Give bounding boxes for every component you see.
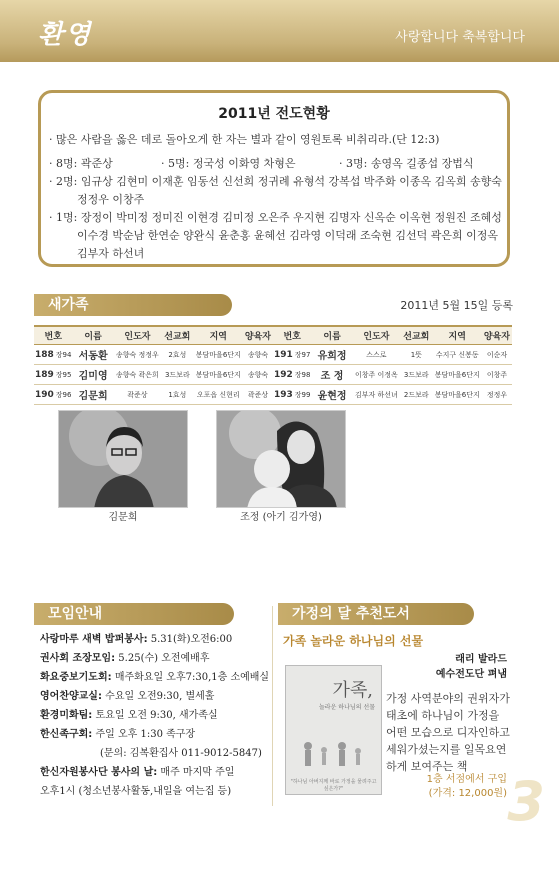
cell: 윤현정: [311, 385, 352, 405]
book-author: 래리 발라드: [455, 654, 507, 665]
cell: 189: [34, 365, 55, 385]
cell: 192: [273, 365, 294, 385]
evangelism-2: · 2명: 임규상 김현미 이재훈 임동선 신선희 정귀례 유형석 강복섭 박주화 이종옥 김옥희 송향숙: [49, 175, 502, 188]
book-cover-image: [285, 665, 382, 795]
cell: 오포읍 신현리: [194, 385, 243, 405]
meeting-text: 주일 오후 1:30 족구장: [95, 729, 196, 740]
col-header: 이름: [72, 326, 113, 345]
meeting-label: 사랑마루 새벽 밥퍼봉사:: [40, 634, 148, 645]
cell: 봉담마을6단지: [194, 365, 243, 385]
evangelism-1: · 1명: 장정이 박미정 정미진 이현경 김미정 오은주 우지현 김명자 신옥순 이옥현 정원진 조혜성: [49, 211, 502, 224]
evangelism-title: 2011년 전도현황: [218, 106, 330, 122]
cell: 191: [273, 345, 294, 365]
meeting-label: 한신족구회:: [40, 729, 93, 740]
meetings-list: [40, 630, 276, 801]
meeting-label: 한신자원봉사단 봉사의 날:: [40, 767, 158, 778]
col-header: 지역: [194, 326, 243, 345]
cell: 봉담마을6단지: [194, 345, 243, 365]
table-row: [34, 385, 512, 405]
cell: 193: [273, 385, 294, 405]
new-members-heading: 새가족: [34, 294, 232, 316]
table-row: [34, 365, 512, 385]
book-heading: 가정의 달 추천도서: [278, 603, 474, 625]
meeting-item: [40, 630, 276, 649]
col-header: 인도자: [114, 326, 161, 345]
cell: 188: [34, 345, 55, 365]
col-header: 번호: [34, 326, 72, 345]
book-cover-subtitle: 놀라운 하나님의 선물: [319, 704, 375, 711]
evangelism-1-cont: 이수경 박순남 한연순 양완식 윤춘홍 윤혜선 김라영 이덕래 조숙현 김선덕 곽은희 이정옥: [77, 229, 498, 242]
book-price: (가격: 12,000원): [428, 788, 507, 799]
book-title: 가족 놀라운 하나님의 선물: [283, 634, 424, 648]
meeting-item: [40, 744, 276, 763]
portrait-mother-baby-image: [217, 411, 346, 508]
meeting-text: 5.25(수) 오전예배후: [118, 653, 210, 664]
member-photo-1: [58, 410, 188, 508]
cell: 송향숙 곽은희: [114, 365, 161, 385]
cell: 장94: [55, 345, 73, 365]
photo-caption-1: 김문희: [108, 512, 138, 523]
meeting-item: [40, 763, 276, 782]
cell: 3드보라: [161, 365, 194, 385]
meeting-text: 매주화요일 오후7:30,1층 소예배실: [114, 672, 270, 683]
page-number: 3: [507, 770, 545, 833]
evangelism-box: [38, 90, 510, 267]
cell: 곽준상: [243, 385, 273, 405]
registration-date: 2011년 5월 15일 등록: [400, 299, 513, 312]
evangelism-1-cont2: 김부자 하선녀: [77, 247, 145, 260]
photo-caption-2: 조정 (아기 김가영): [240, 512, 322, 523]
cell: 장98: [294, 365, 312, 385]
cell: 송향숙: [243, 345, 273, 365]
meeting-label: 권사회 조장모임:: [40, 653, 116, 664]
col-header: 양육자: [482, 326, 512, 345]
meeting-text: (문의: 김복환집사 011-9012-5847): [100, 748, 262, 759]
cell: 장99: [294, 385, 312, 405]
book-purchase-info: [427, 773, 507, 801]
col-header: 지역: [433, 326, 482, 345]
meeting-item: [40, 687, 276, 706]
meeting-text: 오후1시 (청소년봉사활동,내일을 여는집 등): [40, 786, 232, 797]
cell: 유희정: [311, 345, 352, 365]
table-row: [34, 345, 512, 365]
cell: 송향숙: [243, 365, 273, 385]
cell: 장95: [55, 365, 73, 385]
meeting-text: 매주 마지막 주일: [160, 767, 235, 778]
book-cover-tagline: "하나님 아버지께 바로 가정을 물려주고 싶은가?": [290, 779, 377, 792]
col-header: 선교회: [161, 326, 194, 345]
cell: 이순자: [482, 345, 512, 365]
meetings-heading: 모임안내: [34, 603, 234, 625]
col-header: 선교회: [400, 326, 433, 345]
col-header: 인도자: [353, 326, 400, 345]
cell: 장97: [294, 345, 312, 365]
cell: 2효성: [161, 345, 194, 365]
cell: 봉담마을6단지: [433, 365, 482, 385]
meeting-item: [40, 782, 276, 801]
evangelism-3: · 3명: 송영옥 길종섭 장법식: [339, 157, 474, 170]
book-description: 가정 사역분야의 권위자가 태초에 하나님이 가정을 어떤 모습으로 디자인하고 세워가셨는지를 일목요연하게 보여주는 책: [386, 692, 510, 773]
cell: 조 정: [311, 365, 352, 385]
cell: 1뜻: [400, 345, 433, 365]
meeting-item: [40, 649, 276, 668]
cell: 이창주 이정옥: [353, 365, 400, 385]
cell: 김부자 하선녀: [353, 385, 400, 405]
meeting-label: 환경미화팀:: [40, 710, 93, 721]
meeting-label: 영어찬양교실:: [40, 691, 102, 702]
cell: 190: [34, 385, 55, 405]
new-members-table: [34, 325, 512, 405]
cell: 2드보라: [400, 385, 433, 405]
meeting-item: [40, 706, 276, 725]
page-title: 환영: [38, 20, 93, 50]
evangelism-verse: · 많은 사람을 옳은 데로 돌아오게 한 자는 별과 같이 영원토록 비취리라.(단 12:3): [49, 133, 440, 146]
cell: 곽준상: [114, 385, 161, 405]
meeting-text: 수요일 오전9:30, 별세홀: [105, 691, 215, 702]
book-credits: [436, 652, 507, 682]
cell: 정정우: [482, 385, 512, 405]
page-header: [0, 0, 559, 62]
col-header: 번호: [273, 326, 311, 345]
col-header: 이름: [311, 326, 352, 345]
book-publisher: 예수전도단 펴냄: [435, 669, 507, 680]
meeting-item: [40, 668, 276, 687]
evangelism-5: · 5명: 정국성 이화영 차형은: [161, 157, 296, 170]
cell: 송향숙 정정우: [114, 345, 161, 365]
cell: 3드보라: [400, 365, 433, 385]
cell: 1효성: [161, 385, 194, 405]
cell: 김문희: [72, 385, 113, 405]
table-header-row: [34, 326, 512, 345]
portrait-man-image: [59, 411, 188, 508]
evangelism-2-cont: 정정우 이창주: [77, 193, 145, 206]
cell: 장96: [55, 385, 73, 405]
member-photo-2: [216, 410, 346, 508]
cell: 스스로: [353, 345, 400, 365]
book-cover-title: 가족,: [332, 680, 373, 701]
family-silhouette-icon: [286, 736, 381, 776]
cell: 이창주: [482, 365, 512, 385]
page-subtitle: 사랑합니다 축복합니다: [395, 30, 525, 45]
cell: 수지구 신봉동: [433, 345, 482, 365]
meeting-item: [40, 725, 276, 744]
meeting-text: 토요일 오전 9:30, 새가족실: [95, 710, 218, 721]
meeting-label: 화요중보기도회:: [40, 672, 112, 683]
column-divider: [272, 606, 273, 806]
col-header: 양육자: [243, 326, 273, 345]
evangelism-8: · 8명: 곽준상: [49, 157, 113, 170]
cell: 봉담마을6단지: [433, 385, 482, 405]
cell: 서동환: [72, 345, 113, 365]
meeting-text: 5.31(화)오전6:00: [150, 634, 233, 645]
cell: 김미영: [72, 365, 113, 385]
book-buy-location: 1층 서점에서 구입: [426, 774, 507, 785]
